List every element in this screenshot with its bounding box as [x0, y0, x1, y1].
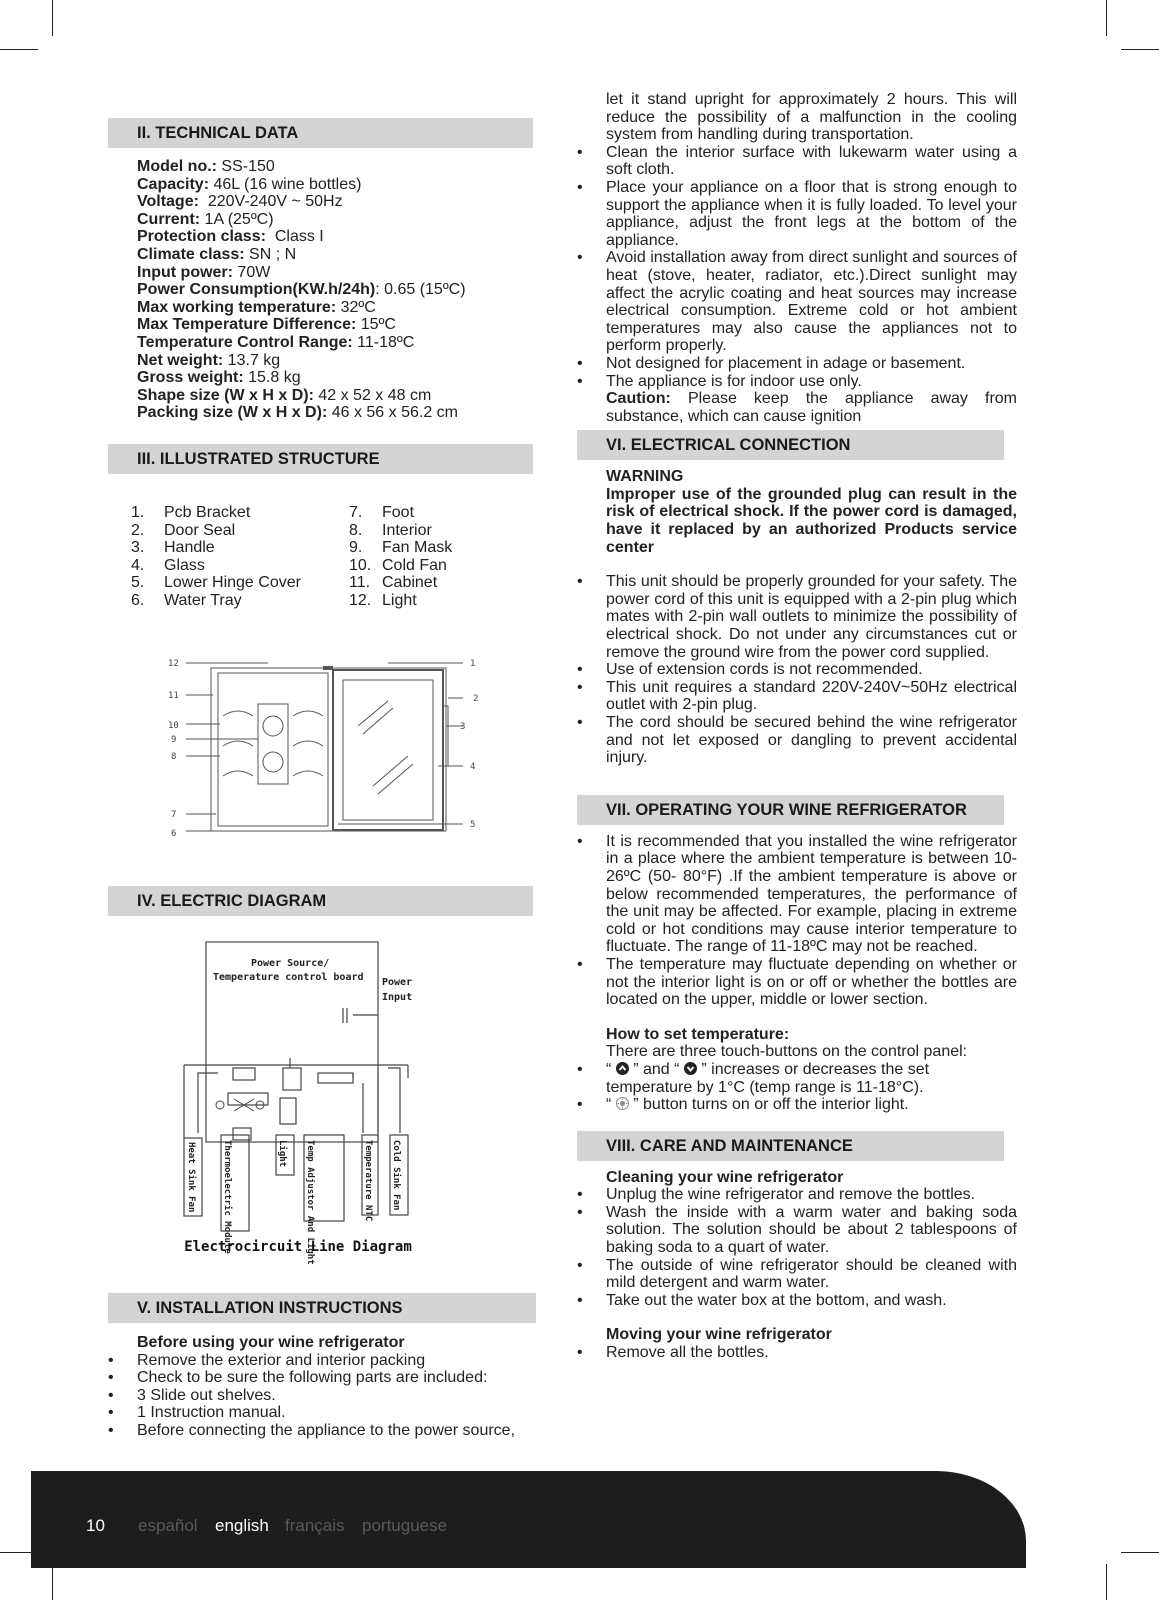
- language-link-espanol[interactable]: español: [138, 1516, 198, 1535]
- language-link-portuguese[interactable]: portuguese: [362, 1516, 448, 1535]
- list-item: • Take out the water box at the bottom, and wash.: [577, 1291, 947, 1309]
- moving-title: Moving your wine refrigerator: [606, 1326, 832, 1344]
- list-item: • Unplug the wine refrigerator and remove the bottles.: [577, 1186, 976, 1204]
- crop-mark: [1121, 1552, 1159, 1553]
- spec-row: Current: 1A (25ºC): [137, 210, 274, 228]
- list-item: • This unit should be properly grounded for your safety. The power cord of this unit is equipped with a 2-pin plug which mates with 2-pin wall outlets to minimize the possibility of electrical shock. Do not under any circumstances cut or remove the ground wire from the power cord supplied.: [577, 573, 1017, 661]
- list-item: • Avoid installation away from direct sunlight and sources of heat (stove, heater, radiator, etc.).Direct sunlight may affect the acrylic coating and heat sources may increase electrical consumption. Extreme cold or hot ambient temperatures may also cause the appliances not to perform properly.: [577, 249, 1017, 355]
- spec-row: Max Temperature Difference: 15ºC: [137, 316, 396, 334]
- left-column: [108, 118, 548, 1439]
- crop-mark: [0, 49, 38, 50]
- installation-continued: let it stand upright for approximately 2 hours. This will reduce the possibility of a malfunction in the cooling system from handling during transportation.: [606, 91, 1017, 144]
- power-label-1: Power: [382, 976, 413, 988]
- diagram-caption: Electrocircuit Line Diagram: [184, 1238, 412, 1255]
- down-arrow-icon: [684, 1062, 697, 1075]
- list-item: • 3 Slide out shelves.: [108, 1386, 276, 1404]
- callout-6: 6: [171, 828, 177, 839]
- language-link-francais[interactable]: français: [285, 1516, 345, 1535]
- board-label-2: Temperature control board: [213, 971, 364, 983]
- spec-row: Gross weight: 15.8 kg: [137, 369, 301, 387]
- crop-mark: [52, 1564, 53, 1600]
- component-temp-adjustor: Temp Adjustor And Light: [305, 1139, 315, 1265]
- warning-text: Improper use of the grounded plug can result in the risk of electrical shock. If the power cord is damaged, have it replaced by an authorized Products service center: [606, 485, 1017, 556]
- callout-9: 9: [171, 734, 177, 745]
- spec-row: Net weight: 13.7 kg: [137, 351, 281, 369]
- list-item: • Check to be sure the following parts are included:: [108, 1369, 488, 1387]
- parts-list: 1. Pcb Bracket 2. Door Seal 3. Handle 4. Glass 5. Lower Hinge Cover 6. Water Tray 7. Foot 8. Interior 9. Fan Mask 10. Cold Fan 11. Cabinet 12. Light: [131, 503, 453, 609]
- callout-5: 5: [470, 819, 476, 830]
- list-item: • “ ” and “ ” increases or decreases the set temperature by 1°C (temp range is 11-18°C).: [577, 1060, 930, 1096]
- list-item: • It is recommended that you installed the wine refrigerator in a place where the ambient temperature is between 10-26ºC (50- 80°F) .If the ambient temperature is above or below recommended temperatures, the performance of the unit may be affected. For example, placing in extreme cold or hot conditions may cause interior temperature to fluctuate. The range of 11-18ºC may not be reached.: [577, 832, 1017, 956]
- spec-row: Max working temperature: 32ºC: [137, 298, 376, 316]
- list-item: • Place your appliance on a floor that is strong enough to support the appliance when it is fully loaded. To level your appliance, adjust the front legs at the bottom of the appliance.: [577, 178, 1017, 249]
- board-label-1: Power Source/: [251, 957, 330, 969]
- installation-heading: V. INSTALLATION INSTRUCTIONS: [108, 1293, 536, 1323]
- up-arrow-icon: [616, 1062, 629, 1075]
- list-item: • The temperature may fluctuate depending on whether or not the interior light is on or off or whether the bottles are located on the upper, middle or lower section.: [577, 955, 1017, 1009]
- list-item: • Wash the inside with a warm water and baking soda solution. The solution should be about 2 tablespoons of baking soda to a quart of water.: [577, 1203, 1017, 1257]
- component-heat-sink-fan: Heat Sink Fan: [186, 1141, 196, 1213]
- electric-diagram-heading: IV. ELECTRIC DIAGRAM: [108, 886, 533, 916]
- howto-title: How to set temperature:: [606, 1025, 790, 1043]
- illustrated-structure-heading: III. ILLUSTRATED STRUCTURE: [108, 444, 533, 474]
- spec-row: Voltage: 220V-240V ~ 50Hz: [137, 193, 343, 211]
- crop-mark: [1106, 0, 1107, 36]
- list-item: • Remove all the bottles.: [577, 1344, 769, 1362]
- spec-row: Climate class: SN ; N: [137, 245, 297, 263]
- warning-title: WARNING: [606, 468, 684, 486]
- operating-heading: VII. OPERATING YOUR WINE REFRIGERATOR: [577, 795, 1004, 825]
- component-cold-sink-fan: Cold Sink Fan: [391, 1139, 401, 1211]
- list-item: • Not designed for placement in adage or basement.: [577, 354, 966, 372]
- callout-4: 4: [470, 761, 476, 772]
- footer-bar: [31, 1471, 1026, 1568]
- callout-8: 8: [171, 751, 177, 762]
- callout-12: 12: [168, 658, 179, 669]
- care-heading: VIII. CARE AND MAINTENANCE: [577, 1131, 1004, 1161]
- spec-row: Packing size (W x H x D): 46 x 56 x 56.2 cm: [137, 404, 458, 422]
- right-column: [577, 91, 1017, 1362]
- refrigerator-diagram: [108, 646, 548, 846]
- spec-list: [108, 158, 548, 422]
- spec-row: Input power: 70W: [137, 263, 271, 281]
- spec-row: Shape size (W x H x D): 42 x 52 x 48 cm: [137, 386, 432, 404]
- component-thermoelectric-module: Thermoelectric Module: [222, 1139, 232, 1254]
- list-item: • The cord should be secured behind the wine refrigerator and not let exposed or dangling to prevent accidental injury.: [577, 714, 1017, 767]
- crop-mark: [52, 0, 53, 36]
- crop-mark: [1106, 1564, 1107, 1600]
- light-icon: [616, 1097, 629, 1110]
- list-item: • “ ” button turns on or off the interior light.: [577, 1096, 909, 1114]
- language-link-english[interactable]: english: [215, 1516, 269, 1535]
- component-light: Light: [277, 1139, 287, 1167]
- pcb-bracket: [323, 666, 333, 670]
- list-item: • 1 Instruction manual.: [108, 1404, 286, 1422]
- component-temperature-ntc: Temperature NTC: [363, 1139, 373, 1222]
- list-item: • Remove the exterior and interior packing: [108, 1351, 426, 1369]
- list-item: • Clean the interior surface with lukewarm water using a soft cloth.: [577, 143, 1017, 179]
- spec-row: Capacity: 46L (16 wine bottles): [137, 175, 362, 193]
- technical-data-heading: II. TECHNICAL DATA: [108, 118, 533, 148]
- callout-1: 1: [470, 658, 476, 669]
- crop-mark: [1121, 49, 1159, 50]
- list-item: • Use of extension cords is not recommended.: [577, 661, 923, 679]
- howto-intro: There are three touch-buttons on the control panel:: [606, 1043, 968, 1061]
- callout-11: 11: [168, 690, 179, 701]
- callout-10: 10: [168, 720, 179, 731]
- callout-2: 2: [473, 693, 479, 704]
- list-item: • The outside of wine refrigerator should be cleaned with mild detergent and warm water.: [577, 1256, 1017, 1292]
- installation-subheading: Before using your wine refrigerator: [137, 1333, 405, 1351]
- electrical-connection-heading: VI. ELECTRICAL CONNECTION: [577, 430, 1004, 460]
- caution-note: Caution: Please keep the appliance away from substance, which can cause ignition: [606, 390, 1017, 425]
- page-number: 10: [86, 1516, 105, 1535]
- callout-3: 3: [460, 721, 466, 732]
- cleaning-title: Cleaning your wine refrigerator: [606, 1168, 844, 1186]
- callout-7: 7: [171, 809, 177, 820]
- list-item: • The appliance is for indoor use only.: [577, 372, 862, 390]
- spec-row: Protection class: Class I: [137, 228, 324, 246]
- spec-row: Model no.: SS-150: [137, 158, 275, 175]
- list-item: • This unit requires a standard 220V-240V~50Hz electrical outlet with 2-pin plug.: [577, 678, 1017, 714]
- spec-row: Power Consumption(KW.h/24h): 0.65 (15ºC): [137, 281, 466, 299]
- list-item: • Before connecting the appliance to the power source,: [108, 1421, 516, 1439]
- power-label-2: Input: [382, 991, 413, 1003]
- electric-diagram: [108, 928, 548, 1268]
- spec-row: Temperature Control Range: 11-18ºC: [137, 333, 415, 351]
